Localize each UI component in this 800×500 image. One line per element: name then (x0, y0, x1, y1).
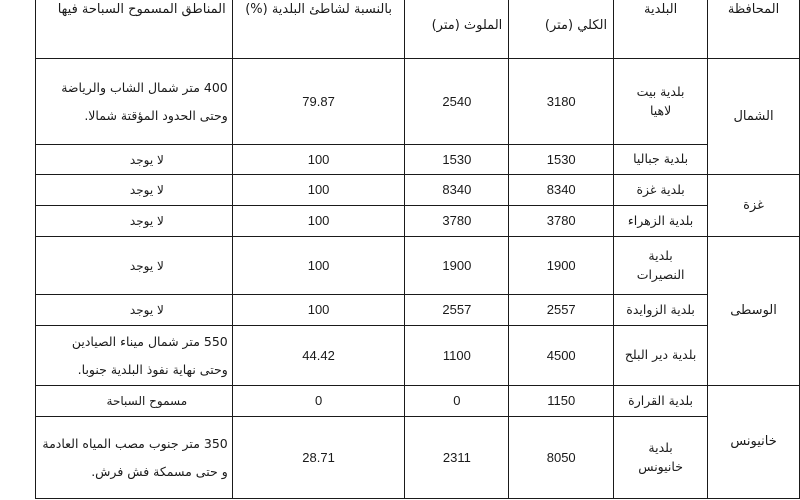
total-length-cell: 3180 (509, 59, 614, 145)
table-row (36, 326, 800, 386)
total-length-cell: 8340 (509, 175, 614, 206)
table-row (36, 206, 800, 237)
percent-cell: 28.71 (232, 417, 405, 499)
polluted-length-cell: 8340 (405, 175, 509, 206)
municipality-cell: بلدية دير البلح (614, 326, 708, 386)
percent-cell: 100 (232, 206, 405, 237)
allowed-areas-cell: 400 متر شمال الشاب والرياضة وحتى الحدود المؤقتة شمالا. (36, 59, 233, 145)
polluted-length-cell: 1900 (405, 237, 509, 295)
total-length-cell: 1900 (509, 237, 614, 295)
header-governorate: المحافظة (708, 0, 800, 59)
header-percent: بالنسبة لشاطئ البلدية (%) (232, 0, 405, 59)
polluted-length-cell: 0 (405, 386, 509, 417)
total-length-cell: 2557 (509, 295, 614, 326)
polluted-length-cell: 2540 (405, 59, 509, 145)
polluted-length-cell: 2557 (405, 295, 509, 326)
polluted-length-cell: 1530 (405, 145, 509, 175)
percent-cell: 79.87 (232, 59, 405, 145)
table-row (36, 59, 800, 145)
governorate-cell: الشمال (708, 59, 800, 175)
percent-cell: 44.42 (232, 326, 405, 386)
header-polluted-length: الملوث (متر) (405, 0, 509, 59)
municipality-cell: بلدية النصيرات (614, 237, 708, 295)
allowed-areas-cell: لا يوجد (36, 145, 233, 175)
municipality-cell: بلدية خانيونس (614, 417, 708, 499)
municipality-cell: بلدية القرارة (614, 386, 708, 417)
governorate-cell: غزة (708, 175, 800, 237)
percent-cell: 100 (232, 237, 405, 295)
allowed-areas-cell: لا يوجد (36, 295, 233, 326)
header-allowed-areas: المناطق المسموح السباحة فيها (36, 0, 233, 59)
header-row (36, 0, 800, 59)
municipality-cell: بلدية بيت لاهيا (614, 59, 708, 145)
table-row (36, 295, 800, 326)
allowed-areas-cell: لا يوجد (36, 175, 233, 206)
total-length-cell: 8050 (509, 417, 614, 499)
municipality-cell: بلدية الزهراء (614, 206, 708, 237)
municipality-cell: بلدية جباليا (614, 145, 708, 175)
table-row (36, 145, 800, 175)
governorate-cell: الوسطى (708, 237, 800, 386)
table-row (36, 386, 800, 417)
governorate-cell: خانيونس (708, 386, 800, 499)
allowed-areas-cell: لا يوجد (36, 206, 233, 237)
table-row (36, 237, 800, 295)
header-municipality: البلدية (614, 0, 708, 59)
pollution-table (35, 0, 800, 499)
header-total-length: الكلي (متر) (509, 0, 614, 59)
municipality-cell: بلدية الزوايدة (614, 295, 708, 326)
percent-cell: 100 (232, 295, 405, 326)
table-row (36, 417, 800, 499)
total-length-cell: 4500 (509, 326, 614, 386)
allowed-areas-cell: 550 متر شمال ميناء الصيادين وحتى نهاية نفوذ البلدية جنوبا. (36, 326, 233, 386)
allowed-areas-cell: مسموح السباحة (36, 386, 233, 417)
allowed-areas-cell: 350 متر جنوب مصب المياه العادمة و حتى مسمكة فش فرش. (36, 417, 233, 499)
table-row (36, 175, 800, 206)
total-length-cell: 1530 (509, 145, 614, 175)
total-length-cell: 3780 (509, 206, 614, 237)
percent-cell: 100 (232, 175, 405, 206)
percent-cell: 100 (232, 145, 405, 175)
percent-cell: 0 (232, 386, 405, 417)
municipality-cell: بلدية غزة (614, 175, 708, 206)
polluted-length-cell: 1100 (405, 326, 509, 386)
polluted-length-cell: 2311 (405, 417, 509, 499)
polluted-length-cell: 3780 (405, 206, 509, 237)
total-length-cell: 1150 (509, 386, 614, 417)
allowed-areas-cell: لا يوجد (36, 237, 233, 295)
